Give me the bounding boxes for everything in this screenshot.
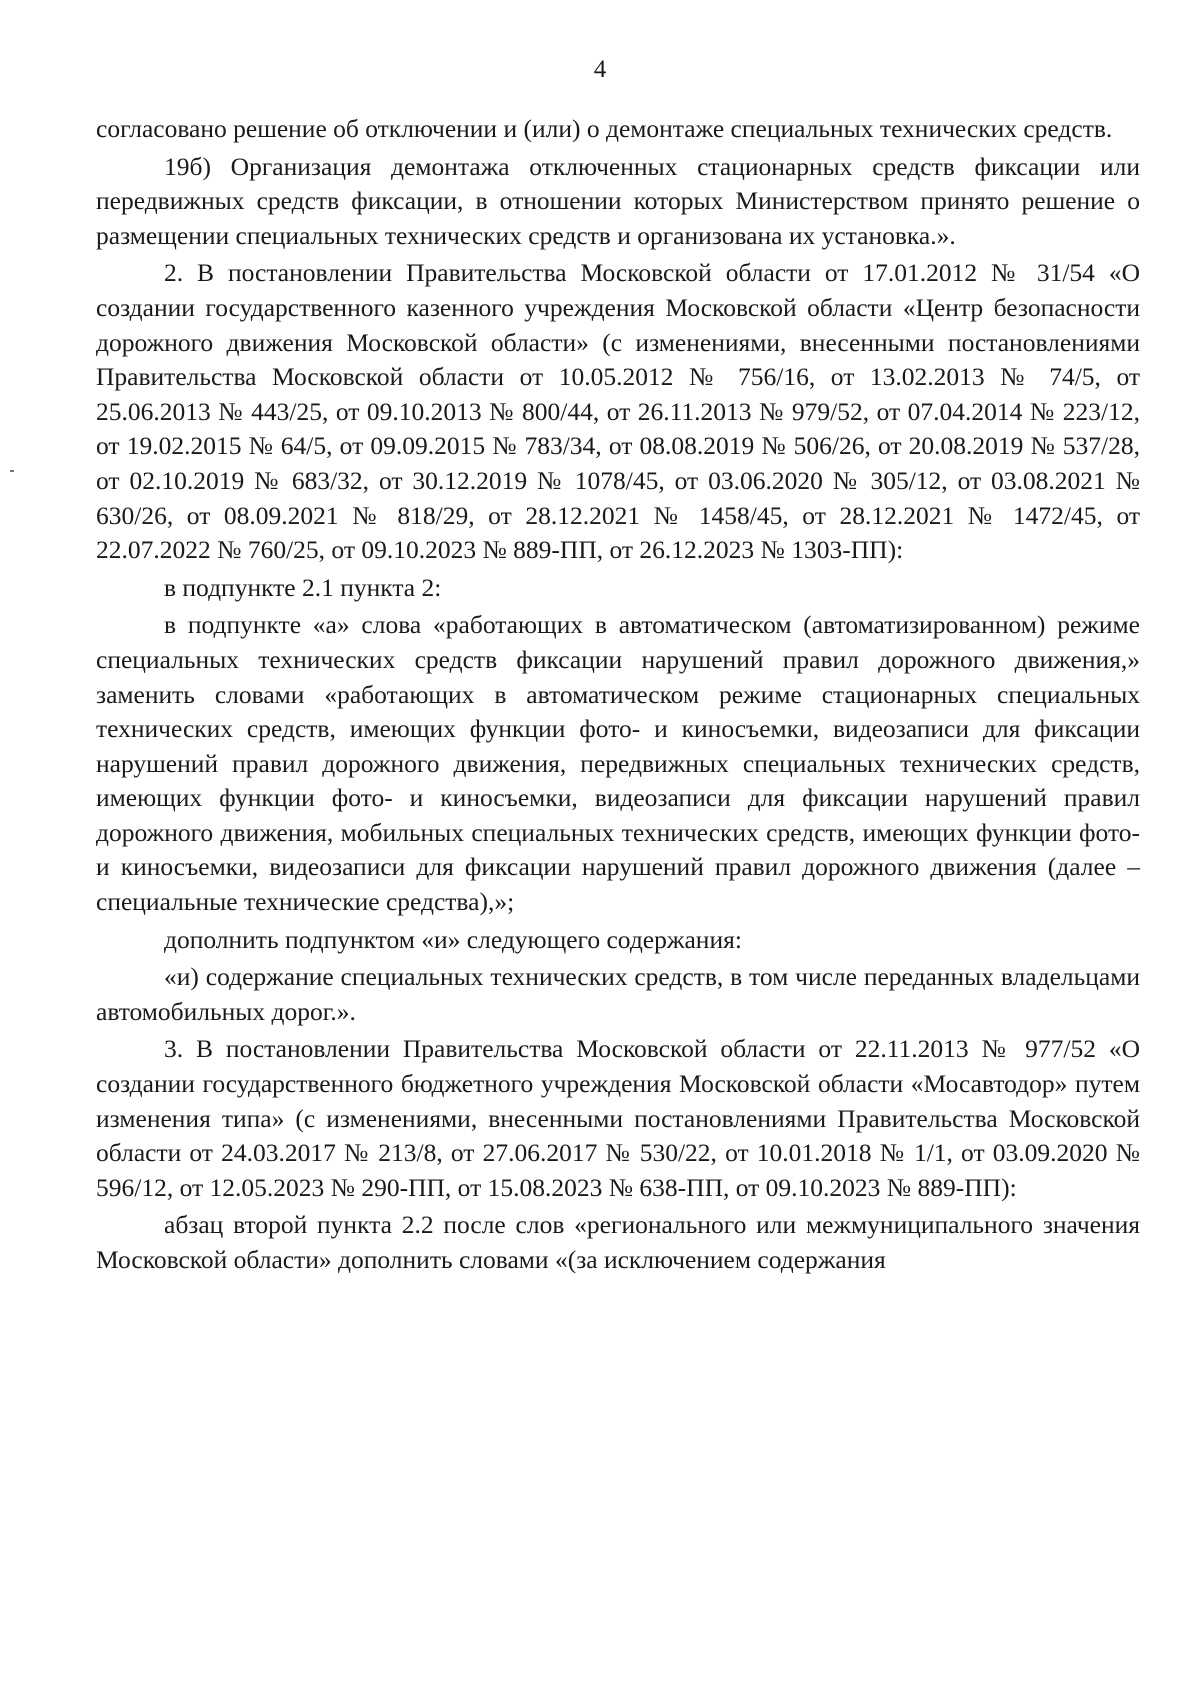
paragraph-item-3-2-2: абзац второй пункта 2.2 после слов «регионального или межмуниципального значения Московской области» дополнить словами «(за исключением содержания xyxy=(96,1210,1140,1274)
paragraph-19b: 19б) Организация демонтажа отключенных стационарных средств фиксации или передвижных средств фиксации, в отношении которых Министерством принято решение о размещении специальных технических средств и организована их установка.». xyxy=(96,151,1140,250)
paragraph-add-subitem-i: дополнить подпунктом «и» следующего содержания: xyxy=(164,924,742,954)
page-number: 4 xyxy=(593,56,607,83)
paragraph-subitem-i-text: «и) содержание специальных технических средств, в том числе переданных владельцами автомобильных дорог.». xyxy=(96,962,1140,1026)
paragraph-continuation: согласовано решение об отключении и (или) о демонтаже специальных технических средств. xyxy=(96,114,1113,143)
document-body xyxy=(96,112,1140,1278)
margin-mark xyxy=(10,470,14,472)
paragraph-subitem-a: в подпункте «а» слова «работающих в автоматическом (автоматизированном) режиме специальных технических средств фиксации нарушений правил дорожного движения,» заменить словами «работающих в автоматическом режиме стационарных специальных технических средств, имеющих функции фото- и киносъемки, видеозаписи для фиксации нарушений правил дорожного движения, передвижных специальных технических средств, имеющих функции фото- и киносъемки, видеозаписи для фиксации нарушений правил дорожного движения, мобильных специальных технических средств, имеющих функции фото- и киносъемки, видеозаписи для фиксации нарушений правил дорожного движения (далее – специальные технические средства),»; xyxy=(96,610,1140,917)
paragraph-subitem-2-1: в подпункте 2.1 пункта 2: xyxy=(164,572,442,602)
paragraph-item-3: 3. В постановлении Правительства Московской области от 22.11.2013 № 977/52 «О создании государственного бюджетного учреждения Московской области «Мосавтодор» путем изменения типа» (с изменениями, внесенными постановлениями Правительства Московской области от 24.03.2017 № 213/8, от 27.06.2017 № 530/22, от 10.01.2018 № 1/1, от 03.09.2020 № 596/12, от 12.05.2023 № 290-ПП, от 15.08.2023 № 638-ПП, от 09.10.2023 № 889-ПП): xyxy=(96,1034,1140,1202)
paragraph-item-2: 2. В постановлении Правительства Московской области от 17.01.2012 № 31/54 «О создании государственного казенного учреждения Московской области «Центр безопасности дорожного движения Московской области» (с изменениями, внесенными постановлениями Правительства Московской области от 10.05.2012 № 756/16, от 13.02.2013 № 74/5, от 25.06.2013 № 443/25, от 09.10.2013 № 800/44, от 26.11.2013 № 979/52, от 07.04.2014 № 223/12, от 19.02.2015 № 64/5, от 09.09.2015 № 783/34, от 08.08.2019 № 506/26, от 20.08.2019 № 537/28, от 02.10.2019 № 683/32, от 30.12.2019 № 1078/45, от 03.06.2020 № 305/12, от 03.08.2021 № 630/26, от 08.09.2021 № 818/29, от 28.12.2021 № 1458/45, от 28.12.2021 № 1472/45, от 22.07.2022 № 760/25, от 09.10.2023 № 889-ПП, от 26.12.2023 № 1303-ПП): xyxy=(96,258,1140,565)
